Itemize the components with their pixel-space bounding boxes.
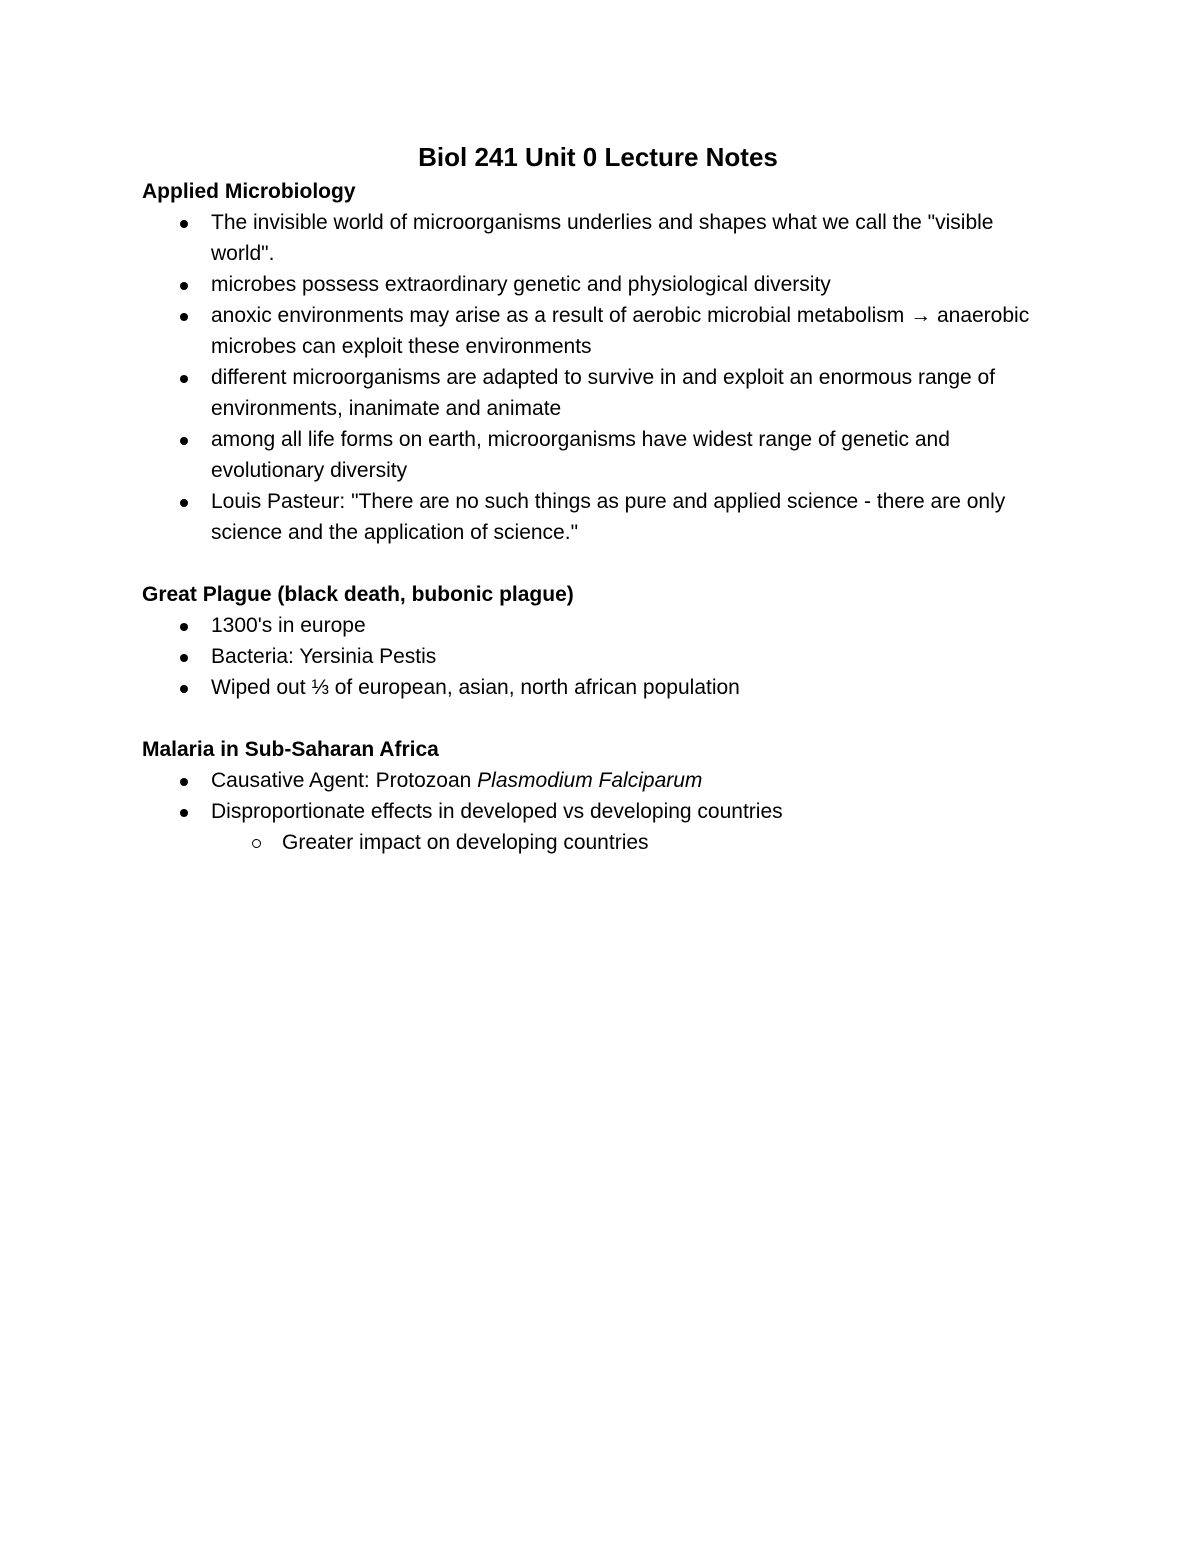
section-heading: Malaria in Sub-Saharan Africa	[142, 738, 439, 761]
bullet-list	[142, 765, 1062, 858]
document-page	[142, 138, 1062, 858]
section-malaria	[142, 734, 1062, 858]
list-item: microbes possess extraordinary genetic and physiological diversity	[142, 269, 1062, 300]
list-item: among all life forms on earth, microorganisms have widest range of genetic and evolutionary diversity	[142, 424, 1062, 486]
section-heading: Great Plague (black death, bubonic plague)	[142, 583, 574, 606]
list-item-text: Causative Agent: Protozoan	[211, 769, 478, 792]
list-item: anoxic environments may arise as a result of aerobic microbial metabolism → anaerobic microbes can exploit these environments	[142, 300, 1062, 362]
list-item: different microorganisms are adapted to survive in and exploit an enormous range of environments, inanimate and animate	[142, 362, 1062, 424]
list-item: Bacteria: Yersinia Pestis	[142, 641, 1062, 672]
list-item: Disproportionate effects in developed vs developing countries	[142, 796, 1062, 827]
list-item: Louis Pasteur: "There are no such things as pure and applied science - there are only science and the application of science."	[142, 486, 1062, 548]
list-item: The invisible world of microorganisms underlies and shapes what we call the "visible world".	[142, 207, 1062, 269]
species-name: Plasmodium Falciparum	[477, 769, 703, 792]
section-heading: Applied Microbiology	[142, 180, 356, 203]
list-item: Wiped out ⅓ of european, asian, north african population	[142, 672, 1062, 703]
section-great-plague	[142, 579, 1062, 703]
section-applied-microbiology	[142, 176, 1062, 548]
bullet-list	[142, 207, 1062, 548]
bullet-list	[142, 610, 1062, 703]
sub-list-item: Greater impact on developing countries	[142, 827, 1062, 858]
list-item: 1300's in europe	[142, 610, 1062, 641]
list-item	[142, 765, 1062, 796]
document-title: Biol 241 Unit 0 Lecture Notes	[418, 142, 778, 172]
